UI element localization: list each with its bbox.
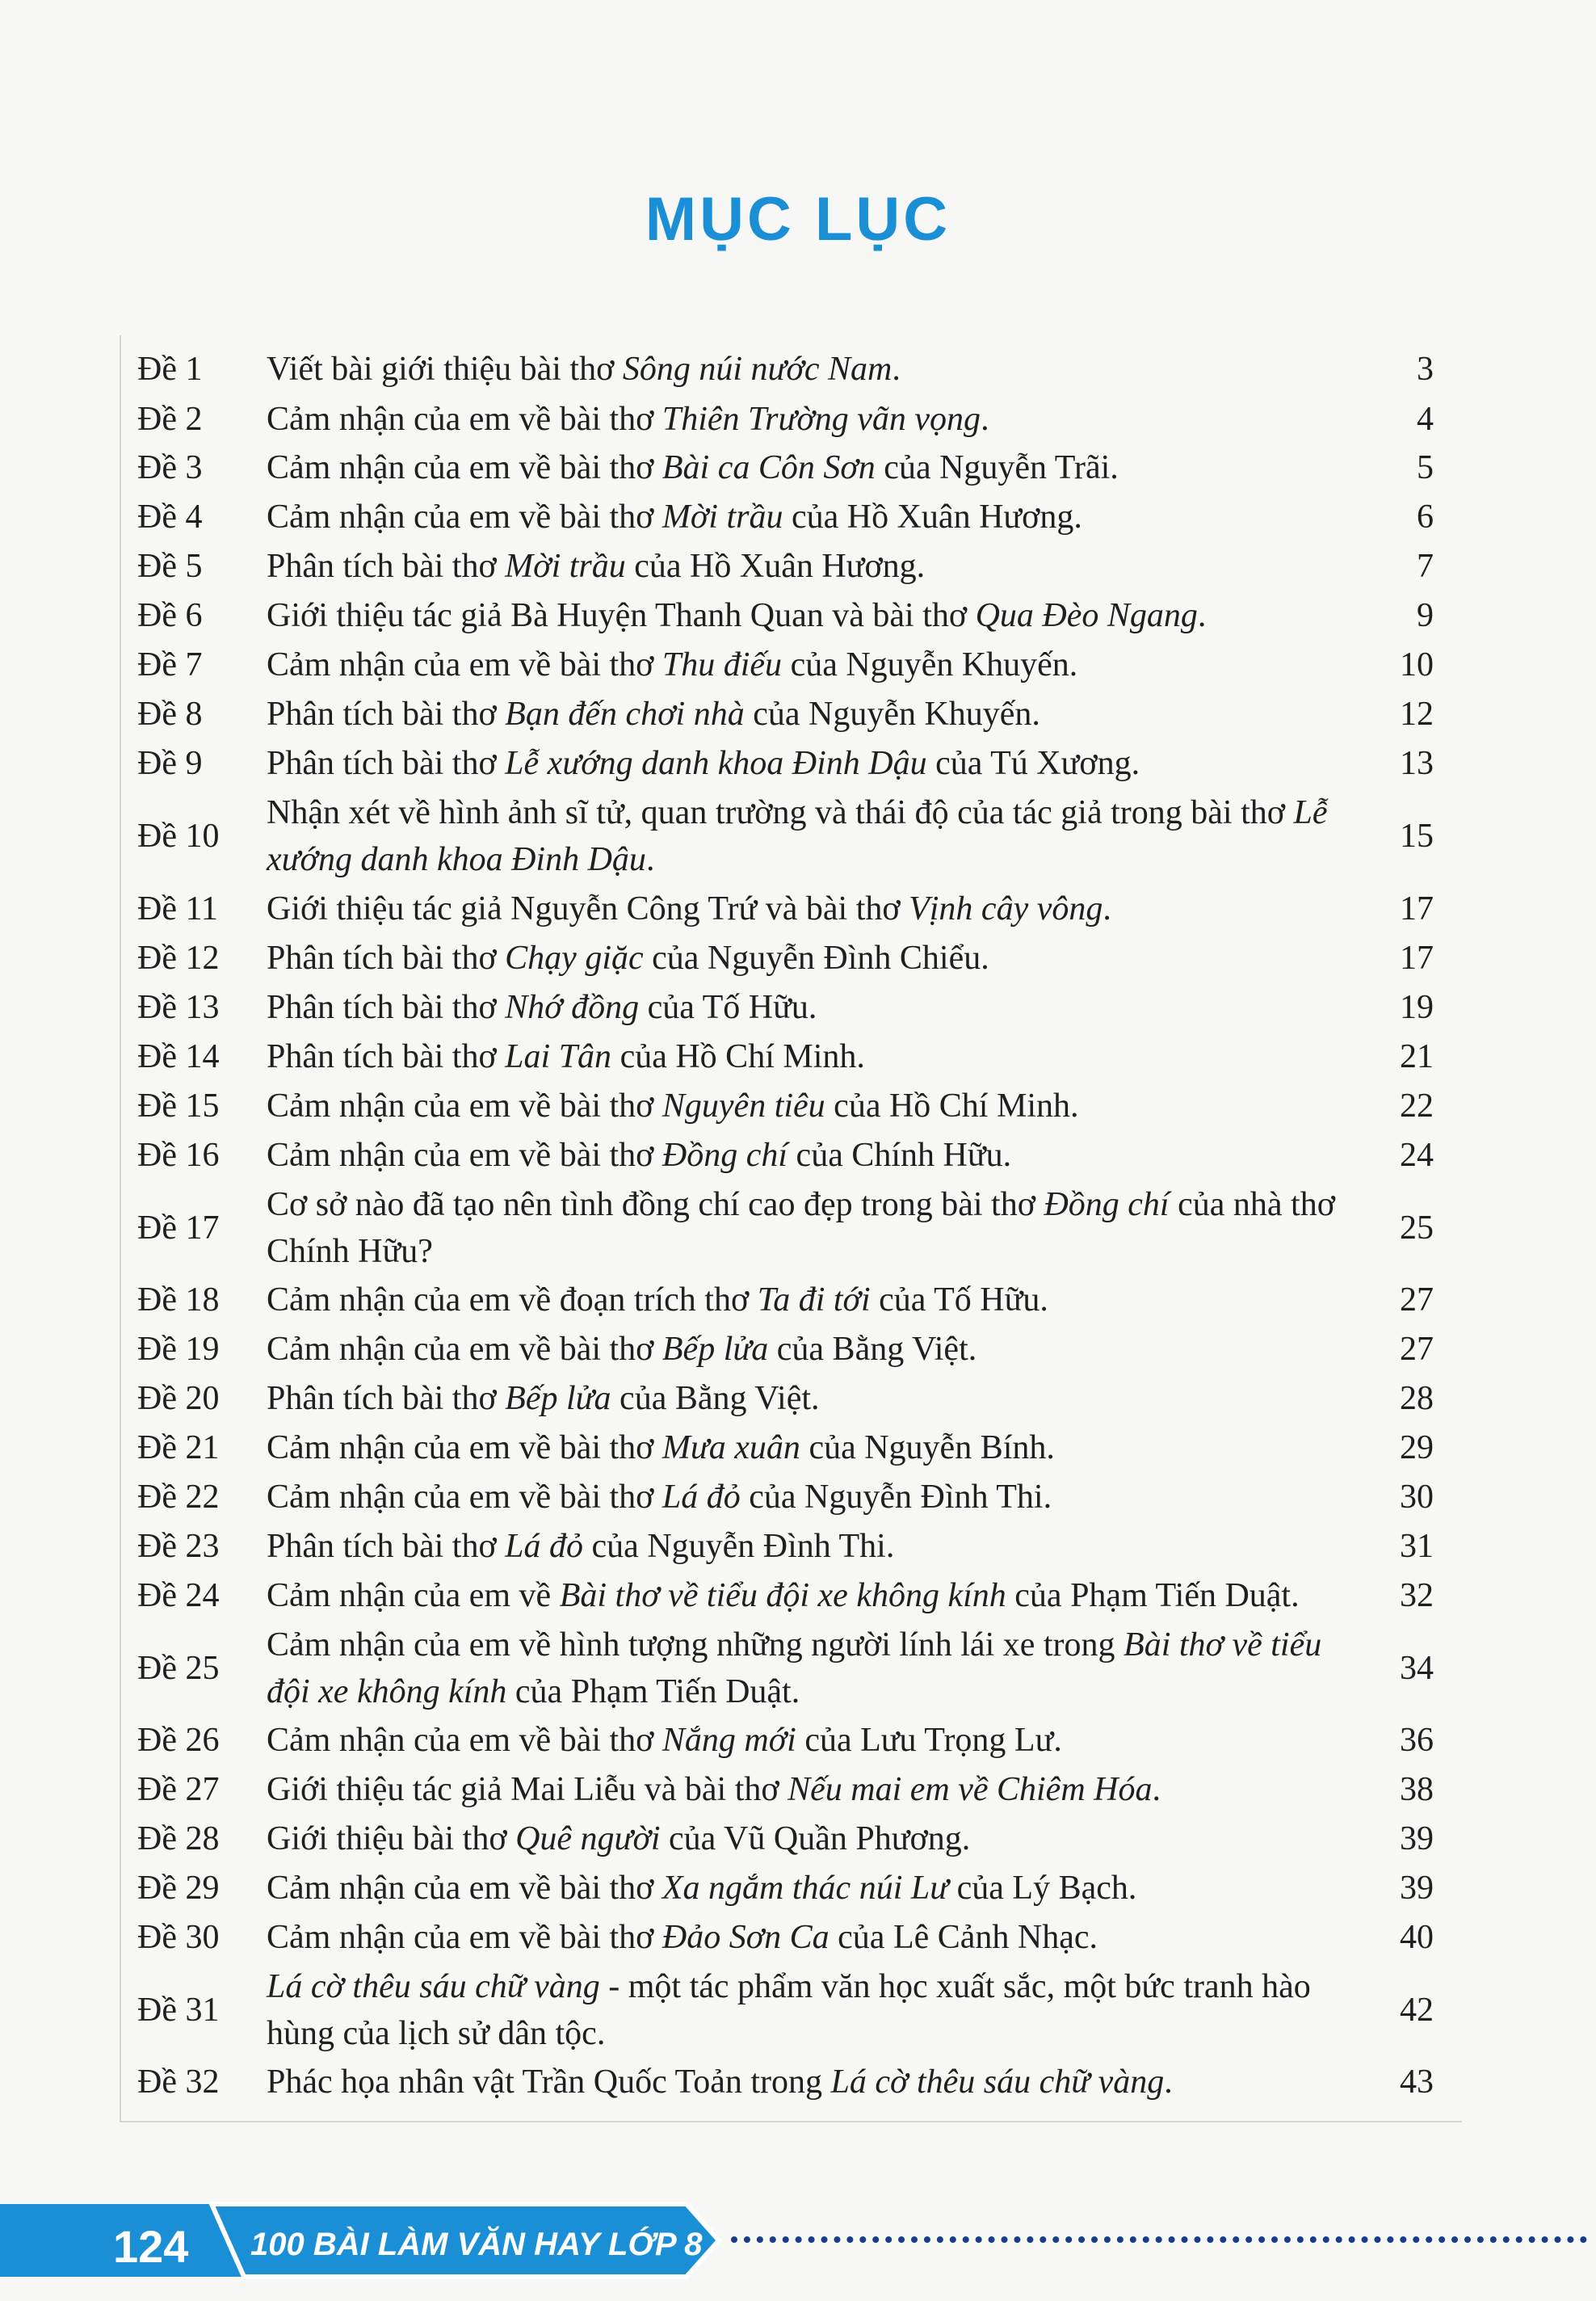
- page-title: MỤC LỤC: [645, 185, 951, 254]
- toc-entry-page: 30: [1400, 1479, 1434, 1516]
- toc-entry-number: Đề 27: [137, 1771, 220, 1808]
- toc-entry-page: 3: [1417, 351, 1434, 388]
- toc-entry-text: Phân tích bài thơ: [267, 745, 506, 782]
- toc-entry-text: Cảm nhận của em về bài thơ: [267, 1722, 662, 1759]
- toc-entry: [137, 1963, 1450, 2057]
- toc-entry: [137, 1375, 1450, 1422]
- toc-entry: [137, 1033, 1450, 1080]
- toc-entry-number: Đề 5: [137, 548, 203, 585]
- toc-entry-work-title: Mời trầu: [505, 548, 626, 585]
- toc-entry-text: của Nguyễn Đình Thi.: [583, 1528, 895, 1565]
- toc-entry-number: Đề 25: [137, 1650, 220, 1687]
- toc-entry: [137, 444, 1450, 491]
- toc-entry-work-title: Bạn đến chơi nhà: [505, 696, 745, 733]
- toc-entry-work-title: Nếu mai em về Chiêm Hóa: [788, 1771, 1153, 1808]
- toc-entry-text: của Hồ Chí Minh.: [825, 1087, 1079, 1125]
- toc-entry-page: 34: [1400, 1650, 1434, 1687]
- toc-entry: [137, 1181, 1450, 1275]
- toc-entry-title: [267, 984, 1349, 1031]
- toc-entry-number: Đề 10: [137, 818, 220, 855]
- toc-entry: [137, 543, 1450, 590]
- toc-entry-title: [267, 1572, 1349, 1619]
- toc-entry-work-title: Qua Đèo Ngang: [975, 597, 1198, 634]
- toc-entry-number: Đề 7: [137, 646, 203, 684]
- toc-entry-title: [267, 1963, 1349, 2057]
- toc-entry-text: Giới thiệu tác giả Mai Liễu và bài thơ: [267, 1771, 788, 1808]
- toc-entry-text: của Bằng Việt.: [768, 1331, 977, 1368]
- toc-entry-work-title: Lá cờ thêu sáu chữ vàng: [830, 2063, 1165, 2101]
- toc-entry-page: 36: [1400, 1722, 1434, 1759]
- toc-entry-number: Đề 11: [137, 890, 218, 928]
- toc-entry-page: 39: [1400, 1870, 1434, 1907]
- toc-entry: [137, 885, 1450, 932]
- toc-entry-text: Phân tích bài thơ: [267, 940, 506, 977]
- toc-entry-text: .: [645, 841, 655, 878]
- toc-entry-number: Đề 19: [137, 1331, 220, 1368]
- toc-entry-text: Cảm nhận của em về bài thơ: [267, 1919, 662, 1956]
- toc-entry-title: [267, 494, 1349, 541]
- toc-entry-text: của Lý Bạch.: [948, 1870, 1137, 1907]
- toc-entry-page: 39: [1400, 1820, 1434, 1857]
- toc-entry-number: Đề 8: [137, 696, 203, 733]
- toc-entry-number: Đề 26: [137, 1722, 220, 1759]
- toc-entry-page: 7: [1417, 548, 1434, 585]
- toc-entry-text: .: [892, 351, 901, 388]
- toc-entry-work-title: Bếp lửa: [505, 1380, 611, 1417]
- page-footer: [0, 2196, 1596, 2285]
- toc-entry-text: của Phạm Tiến Duật.: [1006, 1577, 1300, 1614]
- toc-entry-title: [267, 396, 1349, 443]
- toc-entry-text: của Hồ Xuân Hương.: [783, 498, 1082, 536]
- toc-entry: [137, 642, 1450, 688]
- toc-entry-work-title: Mời trầu: [662, 498, 783, 536]
- toc-entry: [137, 494, 1450, 541]
- toc-entry-text: của nhà thơ Chính Hữu?: [267, 1186, 1335, 1270]
- toc-entry-text: Phân tích bài thơ: [267, 696, 506, 733]
- toc-entry-page: 40: [1400, 1919, 1434, 1956]
- toc-entry-page: 21: [1400, 1038, 1434, 1075]
- toc-entry-page: 10: [1400, 646, 1434, 684]
- toc-entry-text: Cảm nhận của em về hình tượng những người lính lái xe trong: [267, 1626, 1124, 1664]
- toc-entry-work-title: Nắng mới: [662, 1722, 796, 1759]
- toc-entry-work-title: Đảo Sơn Ca: [662, 1919, 830, 1956]
- toc-entry-text: của Nguyễn Khuyến.: [782, 646, 1078, 684]
- toc-entry: [137, 1277, 1450, 1323]
- toc-entry-work-title: Lai Tân: [505, 1038, 612, 1075]
- toc-entry-text: Cảm nhận của em về bài thơ: [267, 1429, 662, 1466]
- toc-entry-text: của Nguyễn Khuyến.: [744, 696, 1040, 733]
- toc-entry-work-title: Lễ xướng danh khoa Đinh Dậu: [505, 745, 927, 782]
- toc-entry-work-title: Đồng chí: [1044, 1186, 1170, 1223]
- toc-entry-work-title: Vịnh cây vông: [909, 890, 1103, 928]
- toc-entry-title: [267, 1474, 1349, 1521]
- toc-entry: [137, 1622, 1450, 1715]
- toc-entry-title: [267, 592, 1349, 639]
- toc-entry-work-title: Thiên Trường vãn vọng: [662, 401, 981, 438]
- toc-entry-text: Giới thiệu bài thơ: [267, 1820, 516, 1857]
- toc-entry-text: Phân tích bài thơ: [267, 989, 506, 1026]
- toc-entry: [137, 984, 1450, 1031]
- toc-entry-page: 42: [1400, 1992, 1434, 2029]
- toc-entry-title: [267, 935, 1349, 982]
- toc-entry-text: Cảm nhận của em về bài thơ: [267, 1331, 662, 1368]
- toc-entry-work-title: Thu điếu: [662, 646, 783, 684]
- toc-entry-text: .: [1152, 1771, 1161, 1808]
- toc-entry-page: 22: [1400, 1087, 1434, 1125]
- toc-entry-text: Cảm nhận của em về bài thơ: [267, 1479, 662, 1516]
- toc-entry: [137, 1717, 1450, 1764]
- toc-entry: [137, 1474, 1450, 1521]
- toc-entry-page: 29: [1400, 1429, 1434, 1466]
- toc-entry-text: của Vũ Quần Phương.: [660, 1820, 971, 1857]
- toc-entry-text: Cảm nhận của em về đoạn trích thơ: [267, 1281, 758, 1319]
- toc-entry-text: của Nguyễn Trãi.: [875, 449, 1119, 486]
- toc-entry-title: [267, 691, 1349, 738]
- toc-entry-text: Phân tích bài thơ: [267, 1038, 506, 1075]
- toc-entry: [137, 2059, 1450, 2105]
- toc-entry-text: của Tố Hữu.: [639, 989, 817, 1026]
- toc-entry: [137, 1572, 1450, 1619]
- toc-entry-page: 19: [1400, 989, 1434, 1026]
- toc-entry-title: [267, 1815, 1349, 1862]
- toc-entry: [137, 346, 1450, 393]
- toc-entry-number: Đề 12: [137, 940, 220, 977]
- footer-page-number: 124: [113, 2221, 189, 2272]
- toc-entry-text: .: [1102, 890, 1111, 928]
- toc-entry-text: của Bằng Việt.: [611, 1380, 820, 1417]
- toc-entry-number: Đề 22: [137, 1479, 220, 1516]
- toc-entry-text: Cảm nhận của em về bài thơ: [267, 401, 662, 438]
- toc-entry-page: 28: [1400, 1380, 1434, 1417]
- toc-entry-number: Đề 30: [137, 1919, 220, 1956]
- toc-entry-text: của Nguyễn Đình Chiểu.: [643, 940, 989, 977]
- toc-entry-work-title: Lá cờ thêu sáu chữ vàng: [267, 1968, 600, 2005]
- toc-entry-number: Đề 18: [137, 1281, 220, 1319]
- toc-entry-page: 6: [1417, 498, 1434, 536]
- toc-entry-text: của Tú Xương.: [926, 745, 1140, 782]
- toc-entry-page: 12: [1400, 696, 1434, 733]
- toc-entry-text: của Chính Hữu.: [788, 1137, 1012, 1174]
- footer-dotted-line: [731, 2236, 1587, 2243]
- toc-entry-title: [267, 1375, 1349, 1422]
- toc-entry-page: 38: [1400, 1771, 1434, 1808]
- toc-entry: [137, 592, 1450, 639]
- toc-entry: [137, 396, 1450, 443]
- toc-entry-title: [267, 1181, 1349, 1275]
- toc-entry-work-title: Lễ xướng danh khoa Đinh Dậu: [267, 794, 1328, 878]
- toc-entry-title: [267, 740, 1349, 787]
- toc-entry-title: [267, 1766, 1349, 1813]
- toc-entry-work-title: Lá đỏ: [662, 1479, 741, 1516]
- toc-entry-number: Đề 4: [137, 498, 203, 536]
- toc-entry: [137, 1865, 1450, 1912]
- toc-entry-work-title: Lá đỏ: [505, 1528, 584, 1565]
- toc-entry-page: 43: [1400, 2063, 1434, 2101]
- toc-entry-title: [267, 2059, 1349, 2105]
- toc-entry-text: Phân tích bài thơ: [267, 548, 506, 585]
- toc-entry-work-title: Ta đi tới: [757, 1281, 871, 1319]
- toc-entry-page: 4: [1417, 401, 1434, 438]
- toc-entry-number: Đề 15: [137, 1087, 220, 1125]
- toc-entry-number: Đề 29: [137, 1870, 220, 1907]
- toc-entry-page: 31: [1400, 1528, 1434, 1565]
- toc-entry-text: Cảm nhận của em về bài thơ: [267, 449, 662, 486]
- toc-entry-text: Cảm nhận của em về bài thơ: [267, 1137, 662, 1174]
- toc-entry-number: Đề 2: [137, 401, 203, 438]
- toc-entry-text: Cảm nhận của em về: [267, 1577, 560, 1614]
- toc-entry-text: của Hồ Chí Minh.: [611, 1038, 865, 1075]
- toc-entry-title: [267, 543, 1349, 590]
- toc-entry-number: Đề 3: [137, 449, 203, 486]
- toc-entry-title: [267, 1277, 1349, 1323]
- toc-entry: [137, 691, 1450, 738]
- toc-entry-text: Cảm nhận của em về bài thơ: [267, 1870, 662, 1907]
- toc-entry-title: [267, 1717, 1349, 1764]
- toc-entry-number: Đề 23: [137, 1528, 220, 1565]
- toc-entry-number: Đề 24: [137, 1577, 220, 1614]
- toc-entry: [137, 1083, 1450, 1129]
- toc-entry-title: [267, 444, 1349, 491]
- toc-entry-text: của Tố Hữu.: [870, 1281, 1048, 1319]
- toc-entry-text: Giới thiệu tác giả Bà Huyện Thanh Quan và bài thơ: [267, 597, 976, 634]
- toc-entry-text: Cảm nhận của em về bài thơ: [267, 646, 662, 684]
- toc-entry-page: 9: [1417, 597, 1434, 634]
- toc-entry-number: Đề 21: [137, 1429, 220, 1466]
- toc-entry-text: Phân tích bài thơ: [267, 1528, 506, 1565]
- toc-entry-text: Viết bài giới thiệu bài thơ: [267, 351, 623, 388]
- toc-entry-title: [267, 1914, 1349, 1961]
- toc-entry-title: [267, 1033, 1349, 1080]
- toc-entry-text: .: [1164, 2063, 1173, 2101]
- toc-entry: [137, 1766, 1450, 1813]
- toc-entry-page: 27: [1400, 1331, 1434, 1368]
- toc-entry-text: của Nguyễn Đình Thi.: [740, 1479, 1052, 1516]
- toc-entry-number: Đề 32: [137, 2063, 220, 2101]
- toc-entry-number: Đề 1: [137, 351, 203, 388]
- toc-entry-text: của Nguyễn Bính.: [800, 1429, 1055, 1466]
- toc-entry-page: 13: [1400, 745, 1434, 782]
- toc-entry: [137, 1815, 1450, 1862]
- toc-entry-work-title: Nguyên tiêu: [662, 1087, 825, 1125]
- toc-entry-title: [267, 1424, 1349, 1471]
- toc-entry-title: [267, 1132, 1349, 1179]
- toc-entry-title: [267, 1622, 1349, 1715]
- toc-entry-work-title: Mưa xuân: [662, 1429, 800, 1466]
- toc-entry-text: - một tác phẩm văn học xuất sắc, một bức tranh hào hùng của lịch sử dân tộc.: [267, 1968, 1311, 2052]
- toc-entry-work-title: Chạy giặc: [505, 940, 644, 977]
- toc-entry-work-title: Xa ngắm thác núi Lư: [662, 1870, 949, 1907]
- toc-entry-text: Cảm nhận của em về bài thơ: [267, 498, 662, 536]
- toc-entry-number: Đề 16: [137, 1137, 220, 1174]
- toc-entry-text: Cảm nhận của em về bài thơ: [267, 1087, 662, 1125]
- toc-entry-page: 25: [1400, 1209, 1434, 1247]
- toc-entry: [137, 1132, 1450, 1179]
- toc-entry-title: [267, 642, 1349, 688]
- toc-entry-title: [267, 346, 1349, 393]
- toc-entry-text: của Lưu Trọng Lư.: [796, 1722, 1062, 1759]
- toc-entry: [137, 1424, 1450, 1471]
- toc-entry-number: Đề 20: [137, 1380, 220, 1417]
- toc-entry-title: [267, 1326, 1349, 1373]
- toc-entry-text: .: [1197, 597, 1207, 634]
- toc-entry-page: 17: [1400, 940, 1434, 977]
- toc-entry-work-title: Bếp lửa: [662, 1331, 769, 1368]
- toc-entry: [137, 1326, 1450, 1373]
- toc-entry-text: Phân tích bài thơ: [267, 1380, 506, 1417]
- toc-entry-page: 17: [1400, 890, 1434, 928]
- toc-entry-title: [267, 885, 1349, 932]
- toc-entry-number: Đề 14: [137, 1038, 220, 1075]
- toc-entry-page: 5: [1417, 449, 1434, 486]
- toc-entry-number: Đề 9: [137, 745, 203, 782]
- toc-entry-number: Đề 13: [137, 989, 220, 1026]
- toc-entry-page: 32: [1400, 1577, 1434, 1614]
- toc-entry-page: 27: [1400, 1281, 1434, 1319]
- toc-entry-work-title: Đồng chí: [662, 1137, 788, 1174]
- toc-entry-page: 24: [1400, 1137, 1434, 1174]
- toc-entry-text: của Phạm Tiến Duật.: [506, 1673, 800, 1710]
- toc-entry-title: [267, 1523, 1349, 1570]
- toc-entry-text: Giới thiệu tác giả Nguyễn Công Trứ và bài thơ: [267, 890, 909, 928]
- toc-entry-work-title: Bài ca Côn Sơn: [662, 449, 876, 486]
- toc-entry-title: [267, 1865, 1349, 1912]
- toc-entry-work-title: Bài thơ về tiểu đội xe không kính: [559, 1577, 1006, 1614]
- toc-entry-work-title: Bài thơ về tiểu đội xe không kính: [267, 1626, 1322, 1710]
- toc-entry-number: Đề 28: [137, 1820, 220, 1857]
- toc-entry: [137, 789, 1450, 883]
- toc-entry-work-title: Quê người: [515, 1820, 661, 1857]
- toc-entry-page: 15: [1400, 818, 1434, 855]
- toc-entry-work-title: Nhớ đồng: [505, 989, 640, 1026]
- toc-entry-title: [267, 789, 1349, 883]
- toc-entry-work-title: Sông núi nước Nam: [622, 351, 892, 388]
- toc-entry: [137, 935, 1450, 982]
- toc-entry-number: Đề 6: [137, 597, 203, 634]
- toc-entry: [137, 1523, 1450, 1570]
- toc-entry-text: Phác họa nhân vật Trần Quốc Toản trong: [267, 2063, 831, 2101]
- toc-entry-title: [267, 1083, 1349, 1129]
- toc-entry-number: Đề 17: [137, 1209, 220, 1247]
- toc-entry-text: .: [981, 401, 989, 438]
- toc-entry: [137, 740, 1450, 787]
- toc-entry-number: Đề 31: [137, 1992, 220, 2029]
- footer-book-title: 100 BÀI LÀM VĂN HAY LỚP 8: [250, 2227, 703, 2262]
- toc-entry: [137, 1914, 1450, 1961]
- toc-entry-text: Cơ sở nào đã tạo nên tình đồng chí cao đẹp trong bài thơ: [267, 1186, 1044, 1223]
- toc-entry-text: của Lê Cảnh Nhạc.: [829, 1919, 1098, 1956]
- toc-entry-text: Nhận xét về hình ảnh sĩ tử, quan trường và thái độ của tác giả trong bài thơ: [267, 794, 1294, 831]
- toc-entry-text: của Hồ Xuân Hương.: [625, 548, 926, 585]
